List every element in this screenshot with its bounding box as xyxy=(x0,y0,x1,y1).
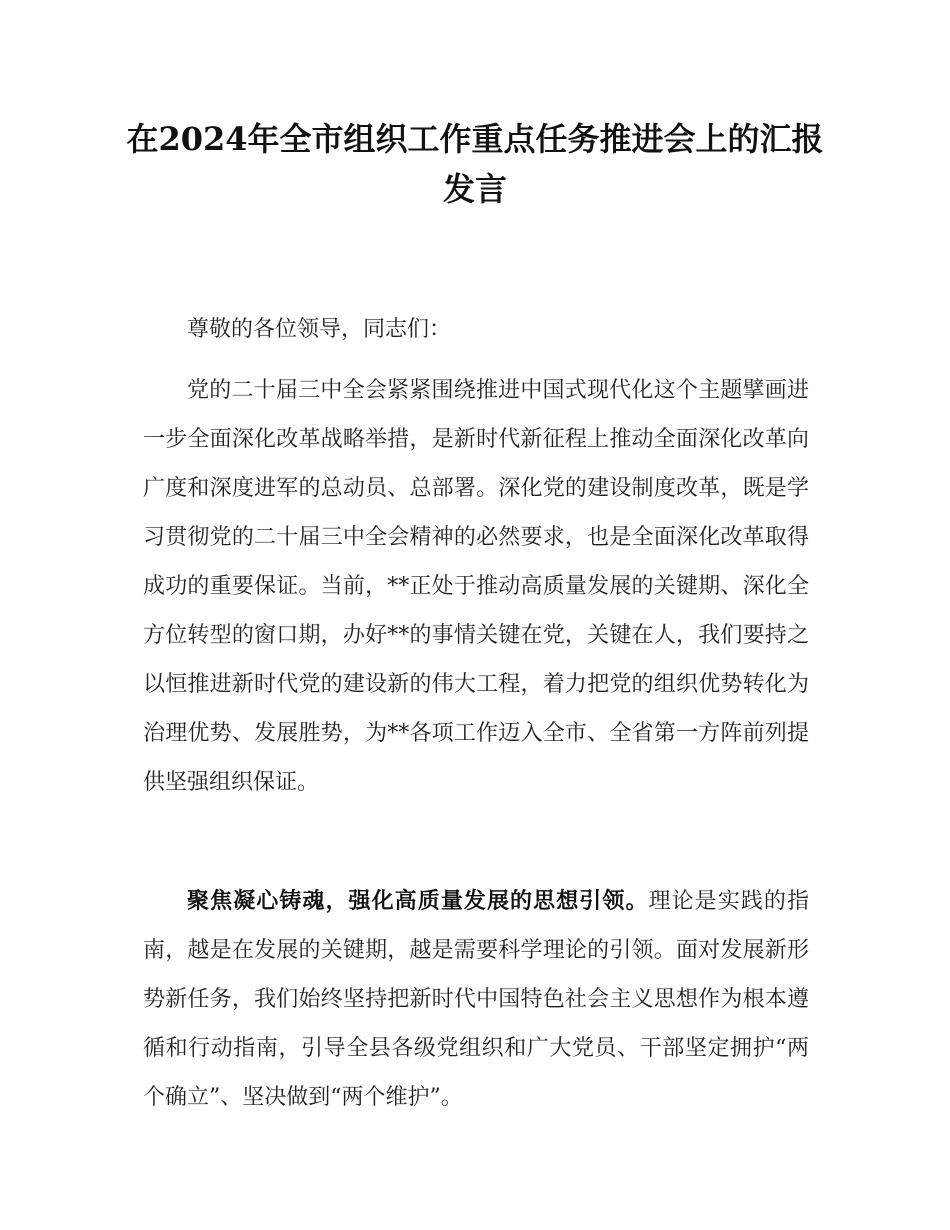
paragraph-intro-text: 党的二十届三中全会紧紧围绕推进中国式现代化这个主题擘画进一步全面深化改革战略举措，是新时代新征程上推动全面深化改革向广度和深度进军的总动员、总部署。深化党的建设制度改革，既是学习贯彻党的二十届三中全会精神的必然要求，也是全面深化改革取得成功的重要保证。当前，**正处于推动高质量发展的关键期、深化全方位转型的窗口期，办好**的事情关键在党，关键在人，我们要持之以恒推进新时代党的建设新的伟大工程，着力把党的组织优势转化为治理优势、发展胜势，为**各项工作迈入全市、全省第一方阵前列提供坚强组织保证。 xyxy=(143,378,809,795)
document-title: 在2024年全市组织工作重点任务推进会上的汇报发言 xyxy=(126,120,824,208)
salutation: 尊敬的各位领导，同志们： xyxy=(187,317,452,342)
paragraph-lead-heading: 聚焦凝心铸魂，强化高质量发展的思想引领。 xyxy=(187,889,649,914)
paragraph-intro xyxy=(143,366,809,807)
paragraph-ideological-guidance xyxy=(143,877,809,1122)
paragraph-body-text: 理论是实践的指南，越是在发展的关键期，越是需要科学理论的引领。面对发展新形势新任务，我们始终坚持把新时代中国特色社会主义思想作为根本遵循和行动指南，引导全县各级党组织和广大党员、干部坚定拥护“两个确立”、坚决做到“两个维护”。 xyxy=(143,889,809,1110)
